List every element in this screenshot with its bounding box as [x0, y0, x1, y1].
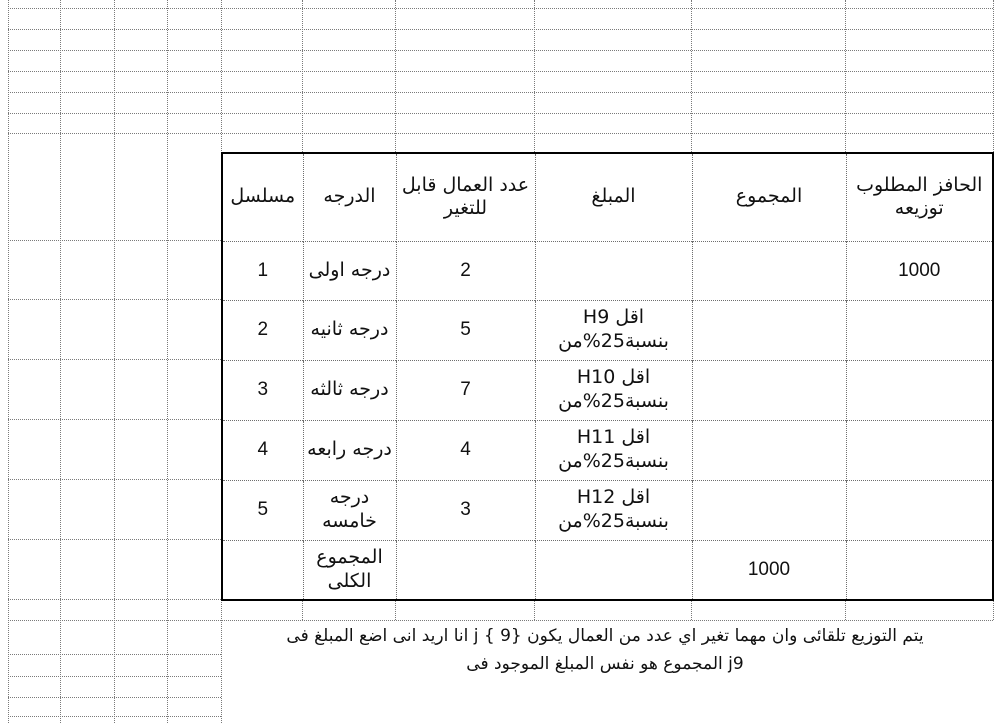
header-amount-cell[interactable]: [535, 153, 692, 241]
serial-value: 3: [257, 379, 269, 401]
grid-line: [8, 113, 993, 114]
header-workers-cell[interactable]: [396, 153, 535, 241]
grade-value: درجه ثالثه: [310, 378, 389, 401]
header-incentive: الحافز المطلوب توزيعه: [856, 173, 983, 220]
incentive-distribution-table: [221, 152, 994, 601]
grade-value: درجه خامسه: [322, 486, 377, 532]
grid-line: [8, 8, 993, 9]
grand-total-value: 1000: [747, 558, 791, 580]
amount-value: اقل H11 بنسبة25%من: [558, 426, 669, 472]
grid-line: [8, 0, 9, 723]
incentive-cell[interactable]: [846, 480, 993, 540]
grid-line: [993, 0, 994, 152]
incentive-cell[interactable]: [846, 241, 993, 300]
header-total-cell[interactable]: [692, 153, 846, 241]
serial-value: 2: [257, 319, 269, 341]
amount-cell[interactable]: [535, 420, 692, 480]
incentive-cell[interactable]: [846, 420, 993, 480]
workers-cell[interactable]: [396, 241, 535, 300]
table-row: [222, 300, 993, 360]
amount-cell[interactable]: [535, 360, 692, 420]
amount-cell[interactable]: [535, 300, 692, 360]
total-cell[interactable]: [692, 420, 846, 480]
grid-line: [8, 716, 221, 717]
header-workers: عدد العمال قابل للتغير: [401, 173, 530, 220]
total-cell[interactable]: [692, 241, 846, 300]
note-line-2: j9 المجموع هو نفس المبلغ الموجود فى: [466, 654, 744, 674]
grand-total-label: المجموع الكلى: [316, 546, 383, 592]
grid-line: [395, 599, 396, 620]
header-incentive-cell[interactable]: [846, 153, 993, 241]
workers-cell[interactable]: [396, 480, 535, 540]
incentive-cell[interactable]: [846, 540, 993, 600]
workers-cell[interactable]: [396, 420, 535, 480]
grid-line: [8, 479, 221, 480]
header-grade: الدرجه: [323, 185, 376, 208]
grid-line: [8, 133, 993, 134]
grid-line: [8, 240, 221, 241]
serial-cell[interactable]: [222, 300, 303, 360]
total-cell[interactable]: [692, 360, 846, 420]
grid-line: [8, 654, 221, 655]
grid-line: [8, 620, 993, 621]
amount-value: اقل H12 بنسبة25%من: [558, 486, 669, 532]
total-cell[interactable]: [692, 300, 846, 360]
total-cell[interactable]: [692, 480, 846, 540]
workers-value: 4: [460, 439, 471, 461]
grid-line: [8, 676, 221, 677]
grid-line: [8, 71, 993, 72]
workers-cell[interactable]: [396, 360, 535, 420]
header-serial: مسلسل: [230, 185, 296, 208]
serial-cell[interactable]: [222, 360, 303, 420]
grid-line: [8, 299, 221, 300]
workers-value: 7: [460, 379, 471, 401]
grade-value: درجه اولى: [308, 258, 391, 281]
grade-cell[interactable]: [303, 300, 396, 360]
note-text[interactable]: [225, 622, 985, 678]
grand-total-cell[interactable]: [692, 540, 846, 600]
table-row: [222, 360, 993, 420]
grade-cell[interactable]: [303, 480, 396, 540]
serial-cell[interactable]: [222, 420, 303, 480]
amount-cell[interactable]: [535, 241, 692, 300]
workers-value: 5: [460, 319, 471, 341]
grid-line: [8, 539, 221, 540]
workers-value: 3: [460, 499, 471, 521]
grade-value: درجه ثانيه: [310, 318, 389, 341]
amount-value: اقل H9 بنسبة25%من: [558, 306, 669, 352]
grid-line: [993, 599, 994, 620]
grid-line: [60, 0, 61, 723]
grid-line: [302, 0, 303, 152]
amount-value: اقل H10 بنسبة25%من: [558, 366, 669, 412]
incentive-cell[interactable]: [846, 300, 993, 360]
grid-line: [845, 599, 846, 620]
grid-line: [8, 419, 221, 420]
grade-cell[interactable]: [303, 241, 396, 300]
table-row: [222, 420, 993, 480]
grade-value: درجه رابعه: [307, 438, 392, 461]
grand-total-label-cell[interactable]: [303, 540, 396, 600]
header-row: [222, 153, 993, 241]
amount-cell[interactable]: [535, 540, 692, 600]
grid-line: [395, 0, 396, 152]
grid-line: [114, 0, 115, 723]
grid-line: [8, 359, 221, 360]
serial-cell[interactable]: [222, 480, 303, 540]
header-serial-cell[interactable]: [222, 153, 303, 241]
amount-cell[interactable]: [535, 480, 692, 540]
header-grade-cell[interactable]: [303, 153, 396, 241]
grid-line: [534, 599, 535, 620]
grand-total-row: [222, 540, 993, 600]
grid-line: [8, 92, 993, 93]
grid-line: [167, 0, 168, 723]
grid-line: [8, 697, 221, 698]
serial-value: 1: [257, 259, 269, 281]
workers-cell[interactable]: [396, 540, 535, 600]
header-amount: المبلغ: [591, 185, 636, 208]
grid-line: [8, 29, 993, 30]
serial-value: 4: [257, 439, 269, 461]
grid-line: [691, 0, 692, 152]
note-line-1: يتم التوزيع تلقائى وان مهما تغير اي عدد من العمال يكون {9 } j انا اريد انى اضع المبلغ فى: [286, 626, 924, 646]
grid-line: [302, 599, 303, 620]
incentive-value: 1000: [898, 259, 941, 281]
table-row: [222, 480, 993, 540]
serial-value: 5: [257, 499, 269, 521]
grid-line: [534, 0, 535, 152]
grid-line: [691, 599, 692, 620]
grade-cell[interactable]: [303, 360, 396, 420]
table-row: [222, 241, 993, 300]
serial-cell[interactable]: [222, 540, 303, 600]
workers-cell[interactable]: [396, 300, 535, 360]
workers-value: 2: [460, 259, 471, 281]
grid-line: [8, 50, 993, 51]
incentive-cell[interactable]: [846, 360, 993, 420]
header-total: المجموع: [735, 185, 803, 208]
grid-line: [845, 0, 846, 152]
serial-cell[interactable]: [222, 241, 303, 300]
grade-cell[interactable]: [303, 420, 396, 480]
